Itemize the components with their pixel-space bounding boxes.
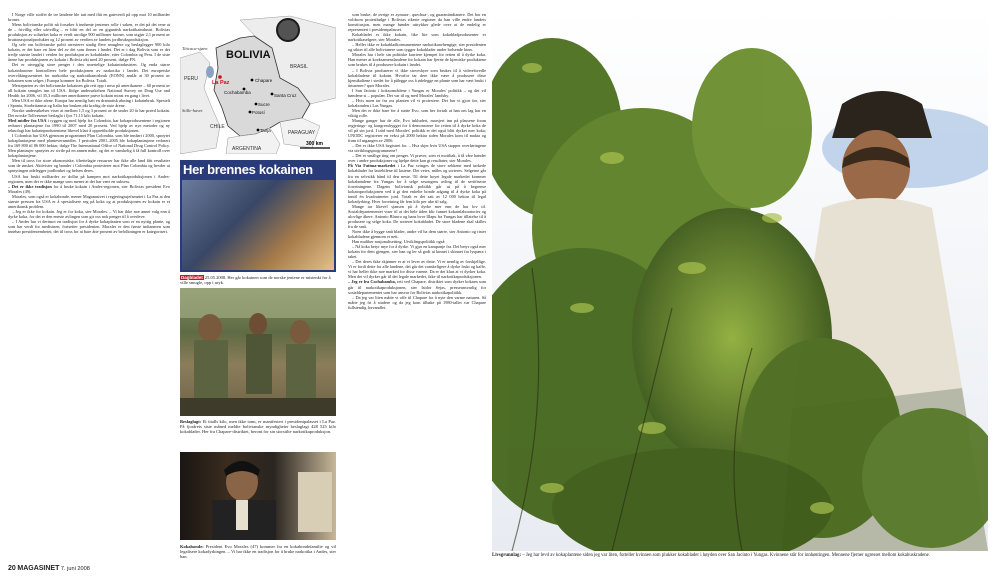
page-number: 20 bbox=[8, 565, 16, 572]
paragraph-text: Mange ganger har de alle, Evo inkludert, marsjert inn på plassene foran regjerings- og kongressbygget for å demonstrere for retten til å dyrke koka de vil på sin jord. I tråd med Morales' politikk er det også blitt dyrket mer koka; UNODC registrerer en vekst på 2000 hektar siden Morales kom til makta og fram til utgangen av 2006. bbox=[348, 117, 486, 144]
map-label-chapare: Chapare bbox=[255, 78, 273, 83]
map-label-ocean: Stille-havet bbox=[182, 108, 203, 113]
paragraph-text: – Det er ikke USA begistret for. – Hva skjer hvis USA stopper overføringene via utviklingsprogrammene? bbox=[348, 143, 486, 154]
article-column-1 bbox=[8, 12, 170, 560]
article-paragraph bbox=[8, 118, 170, 133]
issue-date: 7. juni 2008 bbox=[60, 566, 90, 572]
paragraph-text: som bruke; de øvrige er aymara-, quechua-, og guaraniindianere. Det bor en voldsom protestbølge i Bolivias rikeste regioner da han ville endre landets konstitusjon, men mange bønder uttrykker glede over at de endelig er representert i presidentpalasset. bbox=[348, 12, 486, 33]
paragraph-text: – Heller ikke er kokabladkonsumentene narkotikaavhengige, sier presidenten og sikter til alle bolivianere som tygger kokablader under bolsende kinn. bbox=[348, 42, 486, 53]
article-paragraph bbox=[348, 42, 486, 52]
paragraph-text: – Jeg er ikke for kokain. Jeg er for koka, sier Morales. – Vi har ikke noe annet valg enn å dyrke koka, for det er den eneste avlingen som gir oss nok penger til å overleve. bbox=[8, 208, 170, 219]
article-paragraph bbox=[8, 194, 170, 209]
article-paragraph bbox=[8, 83, 170, 98]
article-paragraph bbox=[348, 32, 486, 42]
article-paragraph bbox=[348, 143, 486, 153]
map-label-chile: CHILE bbox=[210, 124, 225, 130]
map-label-sucre: Sucre bbox=[258, 102, 270, 107]
map-title: BOLIVIA bbox=[226, 49, 271, 61]
page-footer bbox=[8, 565, 90, 572]
clipping-headline: Her brennes kokainen bbox=[183, 162, 313, 177]
article-paragraph bbox=[8, 133, 170, 158]
soldiers-caption bbox=[180, 419, 336, 435]
map-label-brasil: BRASIL bbox=[290, 64, 308, 70]
paragraph-text: Mens bolivianske politi nå forsøker å innhente jentenes rolle i saken, er det på det rene at de – frivillig eller ufrivillig – er blitt en del av en gigantisk narkotikaindustri. Bolivias produksjon av soltørket koka er verdt utrolige 900 millioner kroner, som utgjør 2,1 prosent av bruttonasjonalproduktet og 12 prosent av verdien av landets jordbruksproduksjon. bbox=[8, 22, 170, 43]
paragraph-text: – Hvis noen tar fra oss planten vil vi protestere. Det har vi gjort før, sier kokabonden i Las Yungas. bbox=[348, 97, 486, 108]
morales-photo bbox=[180, 452, 336, 540]
paragraph-text: Kokabladet er ikke kokain, like lite som kokabladprodusenter er narkotikaselgere, sier Morales. bbox=[348, 32, 486, 43]
paragraph-text: Mange tar likevel sjansen på å dyrke mer enn de har lov til. Sosialdepartementet viser til at det hele tiden blir funnet kokainlaboratorier og ulovlige åkere. Antonio Blanco og hans hvor Illapu fra Yungas har tillatelse til å produsere og selge koka. De sorterer kokabladet. De store bladene skal skilles fra de små. bbox=[348, 203, 486, 229]
paragraph-text: – I Bolivia produserer vi ikke stoveshyre som brukes til å videreforedle kokabladene til kokain. Hvorfor tar dere ikke være å produsere disse kjemikaliene i stedet for å pålegge oss å ødelegge en plante som har vært brukt i årtusener? spør Morales. bbox=[348, 67, 486, 88]
morales-caption-text: President Evo Morales (47) kommer fra en kokabondefamilie og vil legalisere kokadyrkingen. – Vi har ikke en tradisjon for å bruke narkotika i Andes, sier han. bbox=[180, 544, 336, 560]
lapaz-marker bbox=[218, 75, 222, 79]
paragraph-text: Men USA er ikke alene. Europa har nemlig hatt en dramatisk økning i kokainbruk. Spesielt i Spania, Storbritannia og Italia har bruken økt kraftig de siste årene. bbox=[8, 97, 170, 108]
paragraph-text: Men til tross for store økonomiske, tilrettelagte ressurser har ikke alle land fått resultater som de ønsket. Aktivister og bønder i Colombia protesterer mot Plan Colombia og hevder at sprøytingen ødelegger jordbruket og helsen deres. bbox=[8, 158, 170, 174]
paragraph-text: – Det er smålige ting om penger. Vi prøver, som et motiltak, å få våre bønder over i andre produksjoner og hjelpe dette kan gi resultater, sier Morales. bbox=[348, 153, 486, 164]
article-paragraph bbox=[348, 108, 486, 118]
paragraph-text: i ryggen og med hjelp fra Colombia, har kokaprodusentene i regionen redusert plantasjene fra 1990 til 2007 med 20 prosent. Ved hjelp av nye metoder og ny teknologi har kokainprodusentene likevel klart å opprettholde produksjonen. bbox=[8, 117, 170, 134]
paragraph-text: USA har brukt milliarder av dollar på kampen mot narkotikaproduksjonen i Andes-regionen, men det er ikke mange som mener at det har vært en suksess. bbox=[8, 173, 170, 184]
map-label-argentina: ARGENTINA bbox=[232, 146, 262, 152]
map-label-titicaca: Titicaca-sjøen bbox=[182, 46, 208, 51]
map-label-tarija: Tarija bbox=[260, 128, 271, 133]
soldiers-photo bbox=[180, 288, 336, 416]
paragraph-lead: På Via Fatima-markedet bbox=[348, 163, 398, 169]
article-paragraph bbox=[8, 108, 170, 118]
soldiers-caption-text: Et titalls kilo, men ikke tonn, er manifestert i presidentpalasset i La Paz. På fjorårets siste måned meldte bolivianske myndigheter beslaglagt 428 525 kilo kokablader. Her fra Chapare-distriktet, beront for sin storstilte narkotikaproduksjon. bbox=[180, 419, 336, 435]
article-paragraph bbox=[8, 42, 170, 62]
paragraph-text: Morales, som også er kokabonde, mener Maganasivet i regjeringssjefsmøtet i La Paz at den største pressen fra USA er å spesialisere seg på koka og at produksjonen av kokain er et amerikansk problem. bbox=[8, 193, 170, 209]
map-label-santacruz: Santa Cruz bbox=[274, 93, 297, 98]
article-paragraph bbox=[8, 158, 170, 173]
article-paragraph bbox=[348, 12, 486, 32]
article-paragraph bbox=[8, 219, 170, 234]
article-paragraph bbox=[8, 22, 170, 42]
soldiers-caption-lead: Beslaglagt: bbox=[180, 419, 203, 424]
clipping-caption-text: 25.05.2008. Her går kokainen som de norske jentene er mistenkt for å ville smugle, opp i røyk. bbox=[180, 275, 331, 286]
article-paragraph bbox=[348, 118, 486, 143]
paragraph-text: – Nå koka betyr mye for å dyrke. Vi gjør en kampanje fra. Det betyr også mer kokain for dem gjengen, sier han og ler så godt at kinnet i skinnet fra lyspæra i taket. bbox=[348, 244, 486, 260]
bolivia-map bbox=[180, 8, 336, 154]
paragraph-lead: – Det er ikke tradisjon bbox=[8, 183, 54, 189]
paragraph-text: Og selv om bolivianske politi arresterer stadig flere smuglere og beslaglegger 900 kilo kokain, er det bare en liten del av det som finnes i landet. Det er i dag Bolivia som er det tredje største landet i verden for produksjon av kokablader, etter Colombia og Peru. I de siste årene har produksjonen av kokain i Bolivia økt med 20 prosent, ifølge FN. bbox=[8, 42, 170, 63]
map-label-potosi: Potosí bbox=[252, 110, 265, 115]
map-label-peru: PERU bbox=[184, 76, 198, 82]
article-paragraph bbox=[348, 204, 486, 229]
article-paragraph bbox=[8, 174, 170, 184]
clipping-photo bbox=[182, 180, 334, 270]
article-paragraph bbox=[8, 12, 170, 22]
article-paragraph bbox=[348, 88, 486, 98]
map-label-paraguay: PARAGUAY bbox=[288, 130, 316, 136]
big-caption-lead: Livsgrunnlag: bbox=[492, 553, 523, 558]
paragraph-text: i La Paz svinges de store sekkene med tørkede kokablader fra lastebilene til lastene. Det veies, måles og sorteres. Selgerne går fra en selvsikk hånd til den neste. Til dette hoyet legale markedet kommer kokabøndene fra Yungas for å selge sesongens avling til de sertifiserte forretningene. Dagens boliviansk politikk går ut på å begrense kokainproduksjonen ved å gi den enkelte bonde adgang til å dyrke koka på inntil én kvadratmeter jord. Totalt er det satt av 12 000 hektar til legal kokadyrking. Hver forretning får fem kilo per uke til salg. bbox=[348, 163, 486, 204]
article-paragraph bbox=[348, 68, 486, 88]
paragraph-text: Han muliker nasjonaltsetting. Utviklingspolitikk også: bbox=[352, 239, 446, 245]
paragraph-text: Mesteparten av det bolivianske kokainen går rett opp i nesa på amerikanere – 60 prosent av all kokain smugles inn til USA. Ifølge undersøkelsen National Survey on Drug Use and Health fra 2006, vil 35,3 millioner amerikanere prøve kokain minst en gang i livet. bbox=[8, 82, 170, 98]
magazine-name: MAGASINET bbox=[17, 565, 60, 572]
paragraph-text: I Colombia har USA gjennom programmet Plan Colombia, som ble innført i 2000, sprøytet kokaplantasjene med plantevernmidler. I perioden 2001–2005 ble kokaplantasjene redusert fra 169 800 til 86 000 hektar, ifølge The International Office of National Drug Control Policy. Men plantasjer sprøytes av sivile på en annen måte, og det er vanskelig å få full kontroll over kokaplantasjene. bbox=[8, 133, 170, 159]
article-paragraph bbox=[8, 98, 170, 108]
newspaper-clipping bbox=[180, 160, 336, 272]
article-paragraph bbox=[348, 52, 486, 67]
map-label-lapaz: La Paz bbox=[212, 80, 230, 86]
paragraph-text: Det er utvegglig store penger i den smertelige kokainindustrien. Og enda større kokainbaroner kontrollerer hele produksjonen av narkotika i landet. Det europeiske overvåkingssenteret for narkotika og narkotikamisbruk (EONN) anslår at 30 prosent av kokainen som selges i Europa kommer fra Bolivia. Totalt. bbox=[8, 62, 170, 83]
paragraph-text: I Norge ville stoffet de tre landene ble tatt med fått en gateverdi på opp mot 10 milliarder kroner. bbox=[8, 12, 170, 23]
article-paragraph bbox=[348, 229, 486, 239]
paragraph-text: – Det deres ikke skjønner er at vi lever av dette. Vi er nemlig av forskjellige. Vi er fordi dette for alle landene, det går det vanskeligere å dyrke frukt og kaffe, vi har heller ikke noe marked for disse varene. Da er det klart at vi dyrker koka. Men det vil dyrker går til det legale markedet, ikke til narkotikaproduksjonen. bbox=[348, 259, 486, 280]
article-paragraph bbox=[348, 259, 486, 279]
morales-caption bbox=[180, 544, 336, 560]
titicaca-lake bbox=[206, 66, 214, 78]
paragraph-lead: Med midler fra USA bbox=[8, 117, 48, 123]
article-paragraph bbox=[348, 153, 486, 163]
paragraph-text: – I Andes har vi derimot en tradisjon for å dyrke kokaplanten som er en nyttig plante, og som har verdi for medisinen, fortsetter presidenten. Morales er den første indianeren som innehar presidentembetet, det til tross for at bare åtte prosent av befolkningen er kategorisert. bbox=[8, 218, 170, 235]
article-paragraph bbox=[348, 244, 486, 259]
article-paragraph bbox=[348, 295, 486, 310]
clipping-source-tag: Dagbladet bbox=[181, 275, 203, 280]
paragraph-text: for å bruke kokain i Andes-regionen, sier Bolivias president Evo Morales (49). bbox=[8, 183, 170, 194]
morales-caption-lead: Kokabonde: bbox=[180, 544, 206, 549]
clipping-caption bbox=[180, 275, 336, 285]
paragraph-text: rett ved Chapare, distriktet som dyrker kokaen som går til narkotikaproduksjonen, sier Isidor Sejas, presseansvarlig for sosialdepartementet som har ansvar for Bolivias narkotikapolitikk. bbox=[348, 279, 486, 295]
coca-picker-photo bbox=[492, 8, 988, 551]
article-paragraph bbox=[348, 98, 486, 108]
article-paragraph bbox=[348, 163, 486, 203]
paragraph-text: Norske undersøkelser viser at mellom 1,5 og 3 prosent av de under 20 år har prøvd kokain. Det norske Tollvesenet beslagla i fjor 71,15 kilo kokain. bbox=[8, 107, 170, 118]
article-paragraph bbox=[8, 62, 170, 82]
paragraph-lead: – Jeg er fra Cochabamba, bbox=[348, 279, 398, 285]
paragraph-text: – Da jeg var liten måtte vi offe til Chapare for å nyte den varme naturen. Så måtte jeg fri å studere og da jeg kom tilbake på 1980-tallet var Chapare fullstendig forvandlet. bbox=[348, 294, 486, 310]
paragraph-text: I San Jacinto i kokaområdene i Yungas er Morales' politikk – og det vil bøndene si – populær. Det var til og med Morales' landsby. bbox=[348, 87, 486, 98]
article-paragraph bbox=[8, 209, 170, 219]
big-caption-text: – Jeg har levd av kokaplantene siden jeg var liten, forteller kvinnen som plukker kokablader i høyden over San Jacinto i Yungas. Kvinnene står for innhøstingen. Mennene fjerner ugresset mellom kokabuskradene. bbox=[522, 553, 930, 558]
article-column-3 bbox=[348, 12, 486, 560]
paragraph-text: Morales har i hele sin politiske karriere kjempet for retten til å dyrke koka. Han mener at koeksamenslandene for kokain har fjerne de kjemiske produktene som brukes til å produsere kokain i landet. bbox=[348, 52, 486, 68]
big-photo-caption bbox=[492, 553, 988, 559]
map-scale-label: 300 km bbox=[306, 141, 323, 147]
article-paragraph bbox=[8, 184, 170, 194]
paragraph-text: Noen ikke å bygge små blader, andre vil ha dem større, sier Antonio og rister kokabladene gjennom et nett. bbox=[348, 229, 486, 240]
article-paragraph bbox=[348, 279, 486, 294]
map-label-cochabamba: Cochabamba bbox=[224, 90, 251, 95]
paragraph-text: Men det er ikke bare for å støtte Evo, som her fortalt at han om lag har en viktig rolle. bbox=[348, 107, 486, 118]
